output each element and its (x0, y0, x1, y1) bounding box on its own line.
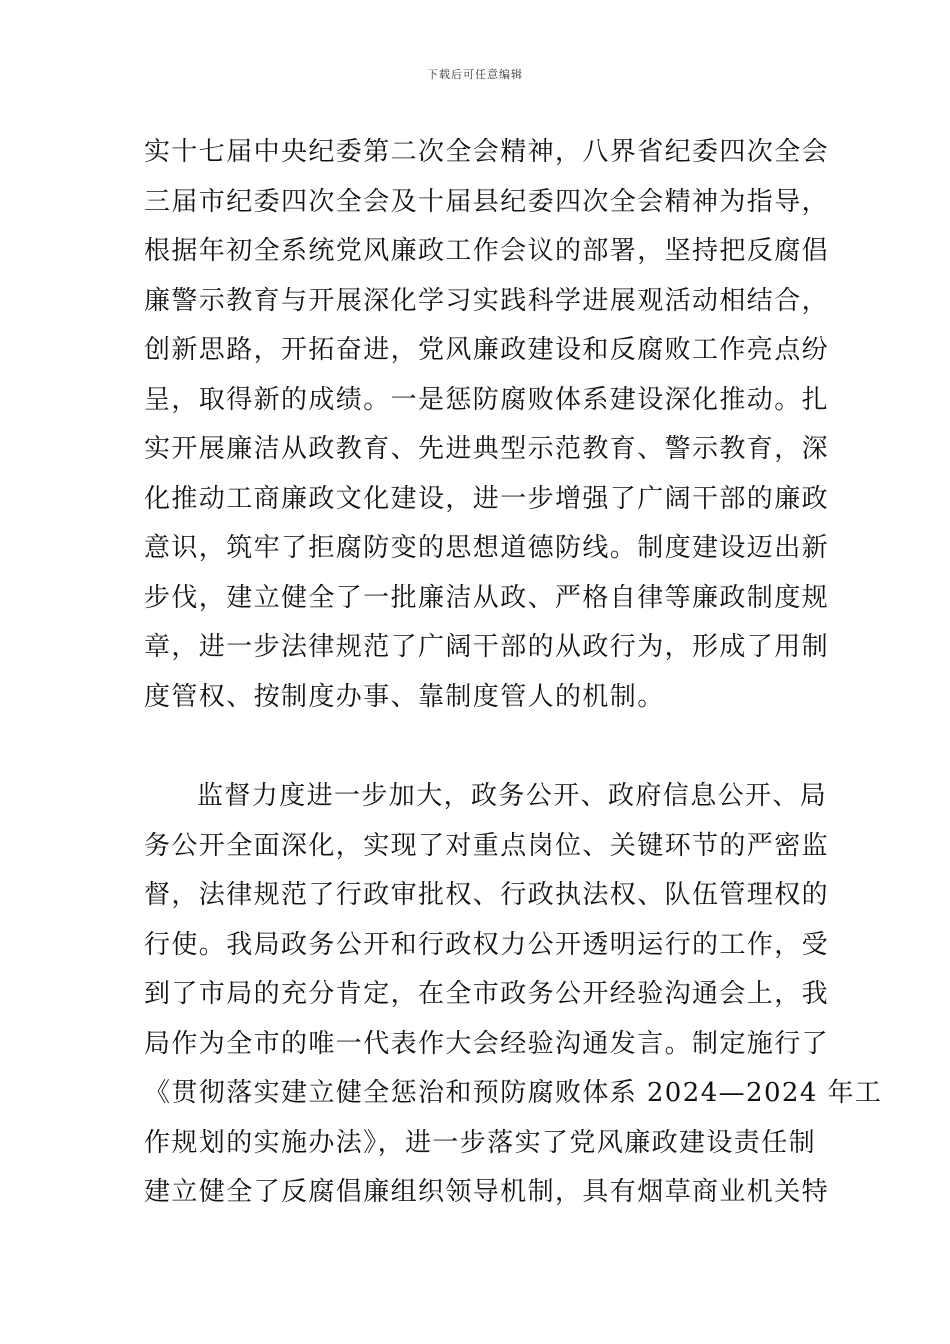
text-line: 章，进一步法律规范了广阔干部的从政行为，形成了用制 (144, 632, 830, 662)
text-line: 局作为全市的唯一代表作大会经验沟通发言。制定施行了 (144, 1028, 830, 1059)
text-line: 《贯彻落实建立健全惩治和预防腐败体系 2024—2024 年工 (144, 1078, 883, 1108)
text-line: 行使。我局政务公开和行政权力公开透明运行的工作，受 (144, 929, 830, 960)
text-line: 实开展廉洁从政教育、先进典型示范教育、警示教育，深 (144, 434, 830, 464)
text-line: 意识，筑牢了拒腐防变的思想道德防线。制度建设迈出新 (144, 533, 830, 563)
text-line: 到了市局的充分肯定，在全市政务公开经验沟通会上，我 (144, 979, 830, 1009)
text-line: 化推动工商廉政文化建设，进一步增强了广阔干部的廉政 (144, 483, 830, 514)
paragraph-2 (144, 772, 883, 1218)
text-line: 务公开全面深化，实现了对重点岗位、关键环节的严密监 (144, 830, 830, 861)
text-line: 督，法律规范了行政审批权、行政执法权、队伍管理权的 (144, 880, 830, 910)
text-line: 呈，取得新的成绩。一是惩防腐败体系建设深化推动。扎 (144, 384, 830, 415)
paragraph-1 (144, 128, 830, 722)
text-line: 三届市纪委四次全会及十届县纪委四次全会精神为指导， (144, 186, 830, 217)
text-line: 作规划的实施办法》，进一步落实了党风廉政建设责任制 (144, 1127, 817, 1158)
text-line: 廉警示教育与开展深化学习实践科学进展观活动相结合， (144, 285, 830, 316)
text-line: 实十七届中央纪委第二次全会精神，八界省纪委四次全会 (144, 137, 830, 167)
text-line: 建立健全了反腐倡廉组织领导机制，具有烟草商业机关特 (144, 1177, 830, 1207)
text-line: 监督力度进一步加大，政务公开、政府信息公开、局 (197, 781, 828, 811)
text-line: 创新思路，开拓奋进，党风廉政建设和反腐败工作亮点纷 (144, 335, 830, 365)
text-line: 步伐，建立健全了一批廉洁从政、严格自律等廉政制度规 (144, 582, 830, 613)
text-line: 根据年初全系统党风廉政工作会议的部署，坚持把反腐倡 (144, 236, 830, 266)
text-line: 度管权、按制度办事、靠制度管人的机制。 (144, 681, 665, 712)
header-note: 下载后可任意编辑 (427, 68, 523, 81)
